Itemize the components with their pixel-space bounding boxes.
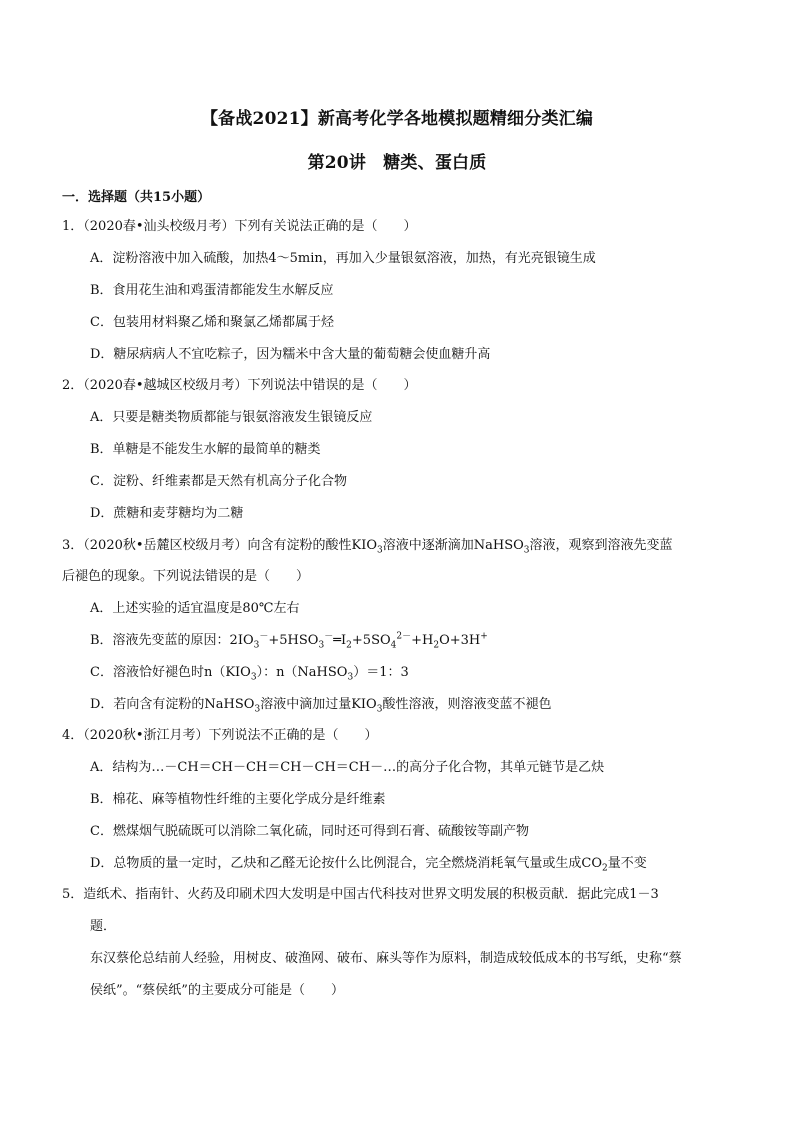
document-title: 【备战2021】新高考化学各地模拟题精细分类汇编: [200, 109, 594, 129]
question-2-option-b: B．单糖是不能发生水解的最简单的糖类: [90, 442, 321, 457]
question-4-option-a: A．结构为…－CH＝CH－CH＝CH－CH＝CH－…的高分子化合物，其单元链节是乙炔: [90, 760, 605, 775]
question-5-passage: 东汉蔡伦总结前人经验，用树皮、破渔网、破布、麻头等作为原料，制造成较低成本的书写纸，史称“蔡: [90, 951, 682, 966]
question-1-option-b: B．食用花生油和鸡蛋清都能发生水解反应: [90, 283, 334, 298]
question-3-option-a: A．上述实验的适宜温度是80℃左右: [90, 601, 300, 616]
question-1-stem: 1．（2020春•汕头校级月考）下列有关说法正确的是（ ）: [62, 219, 417, 234]
question-2-option-a: A．只要是糖类物质都能与银氨溶液发生银镜反应: [90, 410, 373, 425]
question-1-option-c: C．包装用材料聚乙烯和聚氯乙烯都属于烃: [90, 315, 334, 330]
question-1-option-a: A．淀粉溶液中加入硫酸，加热4～5min，再加入少量银氨溶液，加热，有光亮银镜生成: [90, 251, 596, 266]
lesson-subtitle: 第20讲 糖类、蛋白质: [307, 153, 487, 173]
question-4-stem: 4．（2020秋•浙江月考）下列说法不正确的是（ ）: [62, 728, 378, 743]
question-3-stem-continued: 后褪色的现象。下列说法错误的是（ ）: [62, 569, 310, 584]
section-heading: 一．选择题（共15小题）: [62, 190, 211, 205]
question-3-option-c: C．溶液恰好褪色时$n(KIO_3)$：n（NaHSO$_3$）＝1：3: [90, 665, 409, 683]
question-3-option-b: B．溶液先变蓝的原因：$2IO_3^-+5HSO_3^-═I_2+5SO_4^{2-}+H_2O+3H^+$: [90, 631, 488, 651]
question-5-stem: 5．造纸术、指南针、火药及印刷术四大发明是中国古代科技对世界文明发展的积极贡献．据此完成1－3: [62, 887, 659, 902]
question-5-passage-continued: 侯纸”。“蔡侯纸”的主要成分可能是（ ）: [90, 983, 344, 998]
question-2-option-d: D．蔗糖和麦芽糖均为二糖: [90, 506, 244, 521]
question-2-option-c: C．淀粉、纤维素都是天然有机高分子化合物: [90, 474, 347, 489]
question-1-option-d: D．糖尿病病人不宜吃粽子，因为糯米中含大量的葡萄糖会使血糖升高: [90, 347, 491, 362]
question-3-option-d: D．若向含有淀粉的NaHSO$_3$溶液中滴加过量$KIO_3$酸性溶液，则溶液变蓝不褪色: [90, 697, 552, 715]
question-3-stem: 3．（2020秋•岳麓区校级月考）向含有淀粉的酸性$KIO_3$溶液中逐渐滴加NaHSO$_3$溶液，观察到溶液先变蓝: [62, 538, 673, 556]
question-2-stem: 2．（2020春•越城区校级月考）下列说法中错误的是（ ）: [62, 378, 417, 393]
question-4-option-c: C．燃煤烟气脱硫既可以消除二氧化硫，同时还可得到石膏、硫酸铵等副产物: [90, 824, 529, 839]
question-4-option-b: B．棉花、麻等植物性纤维的主要化学成分是纤维素: [90, 792, 386, 807]
question-4-option-d: D．总物质的量一定时，乙炔和乙醛无论按什么比例混合，完全燃烧消耗氧气量或生成$CO_2$量不变: [90, 856, 647, 874]
question-5-stem-continued: 题．: [90, 919, 117, 934]
